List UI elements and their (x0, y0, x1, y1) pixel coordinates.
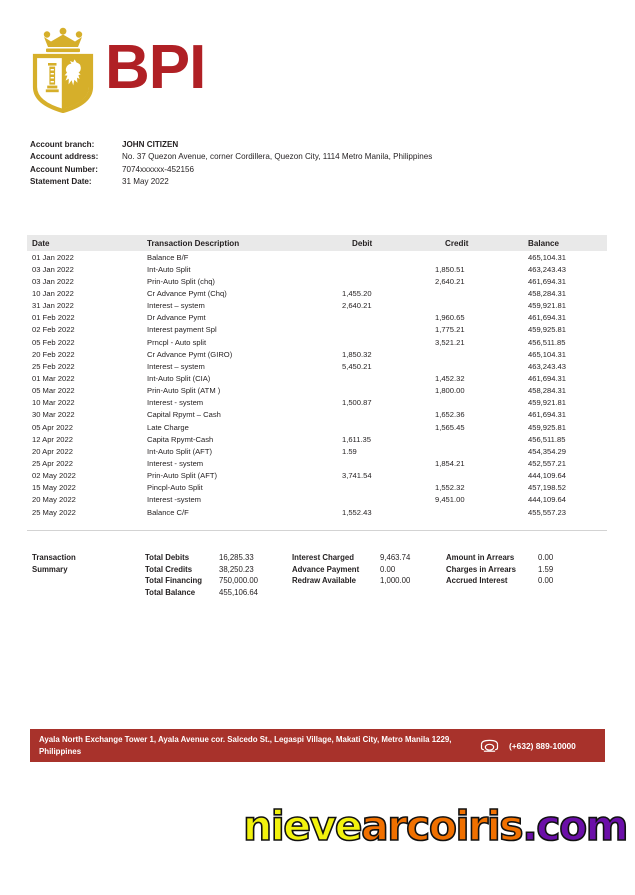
column-header-date: Date (32, 238, 50, 248)
cell-balance: 454,354.29 (528, 446, 567, 456)
cell-credit: 3,521.21 (435, 337, 465, 347)
cell-balance: 465,104.31 (528, 252, 567, 262)
table-row (27, 312, 607, 324)
statement-date-value: 31 May 2022 (122, 177, 169, 187)
summary-row (27, 564, 607, 576)
watermark-part-3: .com (522, 802, 627, 850)
table-row (27, 360, 607, 372)
summary-label-advance-payment: Advance Payment (292, 564, 360, 574)
bpi-wordmark: BPI (105, 33, 206, 102)
transaction-table (27, 235, 607, 518)
cell-balance: 456,511.85 (528, 434, 566, 444)
cell-description: Balance C/F (147, 507, 189, 517)
cell-description: Interest – system (147, 301, 205, 311)
cell-balance: 458,284.31 (528, 386, 567, 396)
cell-date: 02 May 2022 (32, 471, 76, 481)
cell-balance: 461,694.31 (528, 410, 567, 420)
summary-label-total-debits: Total Debits (145, 553, 190, 563)
cell-credit: 1,800.00 (435, 386, 465, 396)
cell-date: 10 Mar 2022 (32, 398, 75, 408)
cell-credit: 1,960.65 (435, 313, 465, 323)
table-row (27, 287, 607, 299)
summary-row (27, 552, 607, 564)
cell-credit: 1,775.21 (435, 325, 465, 335)
cell-description: Cr Advance Pymt (Chq) (147, 288, 227, 298)
cell-credit: 1,565.45 (435, 422, 465, 432)
footer-phone-number: (+632) 889-10000 (509, 740, 576, 751)
footer-contact (479, 738, 595, 754)
cell-date: 20 Feb 2022 (32, 349, 75, 359)
cell-date: 20 May 2022 (32, 495, 76, 505)
cell-description: Pincpl-Auto Split (147, 483, 203, 493)
telephone-icon (479, 738, 500, 754)
cell-date: 05 Mar 2022 (32, 386, 75, 396)
cell-date: 15 May 2022 (32, 483, 76, 493)
cell-description: Dr Advance Pymt (147, 313, 206, 323)
cell-date: 10 Jan 2022 (32, 288, 74, 298)
cell-date: 05 Apr 2022 (32, 422, 73, 432)
table-row (27, 409, 607, 421)
cell-balance: 459,921.81 (528, 301, 567, 311)
bpi-crest-shield-icon (30, 27, 96, 113)
cell-balance: 463,243.43 (528, 361, 567, 371)
cell-date: 25 Apr 2022 (32, 458, 73, 468)
cell-debit: 1,455.20 (342, 288, 372, 298)
cell-balance: 459,925.81 (528, 325, 567, 335)
cell-description: Interest - system (147, 398, 204, 408)
cell-credit: 2,640.21 (435, 276, 465, 286)
table-row (27, 275, 607, 287)
summary-title-line2: Summary (32, 564, 68, 574)
cell-date: 03 Jan 2022 (32, 264, 74, 274)
account-branch-value: JOHN CITIZEN (122, 140, 179, 149)
summary-value-total-debits: 16,285.33 (219, 553, 254, 563)
table-header-row (27, 235, 607, 251)
account-info-row (30, 176, 605, 188)
summary-label-accrued-interest: Accrued Interest (446, 576, 508, 586)
bpi-logo (30, 26, 205, 114)
footer-bar (30, 729, 605, 762)
column-header-balance: Balance (528, 238, 560, 248)
table-row (27, 482, 607, 494)
summary-value-accrued-interest: 0.00 (538, 576, 554, 586)
cell-description: Prin-Auto Split (AFT) (147, 471, 218, 481)
table-row (27, 421, 607, 433)
cell-balance: 457,198.52 (528, 483, 567, 493)
summary-label-charges-in-arrears: Charges in Arrears (446, 564, 516, 574)
cell-date: 25 May 2022 (32, 507, 76, 517)
cell-description: Cr Advance Pymt (GIRO) (147, 349, 233, 359)
cell-date: 31 Jan 2022 (32, 301, 74, 311)
cell-balance: 444,109.64 (528, 471, 567, 481)
table-row (27, 457, 607, 469)
cell-balance: 455,557.23 (528, 507, 567, 517)
summary-label-interest-charged: Interest Charged (292, 553, 354, 563)
cell-date: 05 Feb 2022 (32, 337, 75, 347)
transaction-rows (27, 251, 607, 518)
cell-balance: 461,694.31 (528, 373, 567, 383)
cell-balance: 459,925.81 (528, 422, 567, 432)
summary-label-total-financing: Total Financing (145, 576, 203, 586)
cell-description: Interest – system (147, 361, 205, 371)
table-row (27, 263, 607, 275)
cell-description: Int-Auto Split (AFT) (147, 446, 212, 456)
footer-address: Ayala North Exchange Tower 1, Ayala Avenue cor. Salcedo St., Legaspi Village, Makati City, Metro Manila 1229, Philippines (39, 735, 452, 756)
column-header-debit: Debit (352, 238, 373, 248)
cell-description: Capita Rpymt-Cash (147, 434, 214, 444)
cell-debit: 1,552.43 (342, 507, 372, 517)
cell-description: Prin-Auto Split (chq) (147, 276, 215, 286)
cell-credit: 1,652.36 (435, 410, 465, 420)
cell-credit: 1,452.32 (435, 373, 465, 383)
cell-date: 12 Apr 2022 (32, 434, 73, 444)
account-number-label: Account Number: (30, 164, 98, 174)
account-address-value: No. 37 Quezon Avenue, corner Cordillera, Quezon City, 1114 Metro Manila, Philippines (122, 152, 433, 162)
transaction-summary (27, 552, 607, 598)
account-info-row (30, 164, 605, 176)
watermark-part-1: nieve (243, 802, 362, 850)
table-bottom-rule (27, 530, 607, 531)
account-number-value: 7074xxxxxx-452156 (122, 164, 194, 174)
table-row (27, 445, 607, 457)
cell-date: 02 Feb 2022 (32, 325, 75, 335)
summary-label-amount-in-arrears: Amount in Arrears (446, 553, 515, 563)
summary-label-total-credits: Total Credits (145, 564, 193, 574)
cell-debit: 1.59 (342, 446, 357, 456)
cell-date: 30 Mar 2022 (32, 410, 75, 420)
cell-balance: 452,557.21 (528, 458, 567, 468)
cell-date: 01 Feb 2022 (32, 313, 75, 323)
cell-balance: 456,511.85 (528, 337, 566, 347)
summary-label-redraw-available: Redraw Available (292, 576, 356, 586)
cell-description: Int-Auto Split (CIA) (147, 373, 211, 383)
cell-balance: 463,243.43 (528, 264, 567, 274)
column-header-credit: Credit (445, 238, 469, 248)
cell-balance: 461,694.31 (528, 276, 567, 286)
cell-balance: 444,109.64 (528, 495, 567, 505)
table-row (27, 336, 607, 348)
cell-credit: 1,552.32 (435, 483, 465, 493)
account-branch-label: Account branch: (30, 140, 95, 149)
summary-value-total-credits: 38,250.23 (219, 564, 254, 574)
cell-date: 01 Mar 2022 (32, 373, 75, 383)
cell-debit: 3,741.54 (342, 471, 372, 481)
cell-credit: 1,850.51 (435, 264, 465, 274)
summary-value-total-balance: 455,106.64 (219, 588, 259, 598)
table-row (27, 300, 607, 312)
table-row (27, 494, 607, 506)
cell-date: 03 Jan 2022 (32, 276, 74, 286)
table-row (27, 385, 607, 397)
table-row (27, 372, 607, 384)
cell-date: 20 Apr 2022 (32, 446, 73, 456)
cell-date: 01 Jan 2022 (32, 252, 74, 262)
summary-value-amount-in-arrears: 0.00 (538, 553, 554, 563)
table-row (27, 324, 607, 336)
account-address-label: Account address: (30, 152, 99, 162)
cell-credit: 9,451.00 (435, 495, 465, 505)
table-row (27, 251, 607, 263)
site-watermark (0, 802, 635, 850)
account-info (30, 139, 605, 189)
table-row (27, 433, 607, 445)
statement-date-label: Statement Date: (30, 177, 92, 187)
summary-row (27, 587, 607, 599)
cell-description: Interest -system (147, 495, 202, 505)
table-row (27, 397, 607, 409)
table-row (27, 506, 607, 518)
cell-balance: 461,694.31 (528, 313, 567, 323)
cell-description: Int-Auto Split (147, 264, 191, 274)
cell-balance: 459,921.81 (528, 398, 567, 408)
table-row (27, 470, 607, 482)
cell-debit: 1,850.32 (342, 349, 372, 359)
summary-value-interest-charged: 9,463.74 (380, 553, 411, 563)
cell-description: Interest - system (147, 458, 204, 468)
cell-description: Capital Rpymt – Cash (147, 410, 221, 420)
cell-description: Prin-Auto Split (ATM ) (147, 386, 221, 396)
cell-description: Interest payment Spl (147, 325, 217, 335)
summary-title-line1: Transaction (32, 553, 76, 563)
summary-value-total-financing: 750,000.00 (219, 576, 259, 586)
cell-debit: 1,611.35 (342, 434, 371, 444)
cell-credit: 1,854.21 (435, 458, 465, 468)
summary-row (27, 575, 607, 587)
cell-description: Balance B/F (147, 252, 189, 262)
cell-balance: 458,284.31 (528, 288, 567, 298)
cell-description: Prncpl - Auto split (147, 337, 207, 347)
cell-balance: 465,104.31 (528, 349, 567, 359)
watermark-part-2: arcoiris (361, 802, 523, 850)
cell-date: 25 Feb 2022 (32, 361, 75, 371)
column-header-description: Transaction Description (147, 238, 240, 248)
account-info-row (30, 139, 605, 151)
cell-debit: 1,500.87 (342, 398, 372, 408)
summary-label-total-balance: Total Balance (145, 588, 196, 598)
cell-debit: 2,640.21 (342, 301, 372, 311)
cell-description: Late Charge (147, 422, 189, 432)
summary-value-charges-in-arrears: 1.59 (538, 564, 554, 574)
summary-value-advance-payment: 0.00 (380, 564, 396, 574)
cell-debit: 5,450.21 (342, 361, 372, 371)
table-row (27, 348, 607, 360)
summary-value-redraw-available: 1,000.00 (380, 576, 411, 586)
account-info-row (30, 151, 605, 163)
